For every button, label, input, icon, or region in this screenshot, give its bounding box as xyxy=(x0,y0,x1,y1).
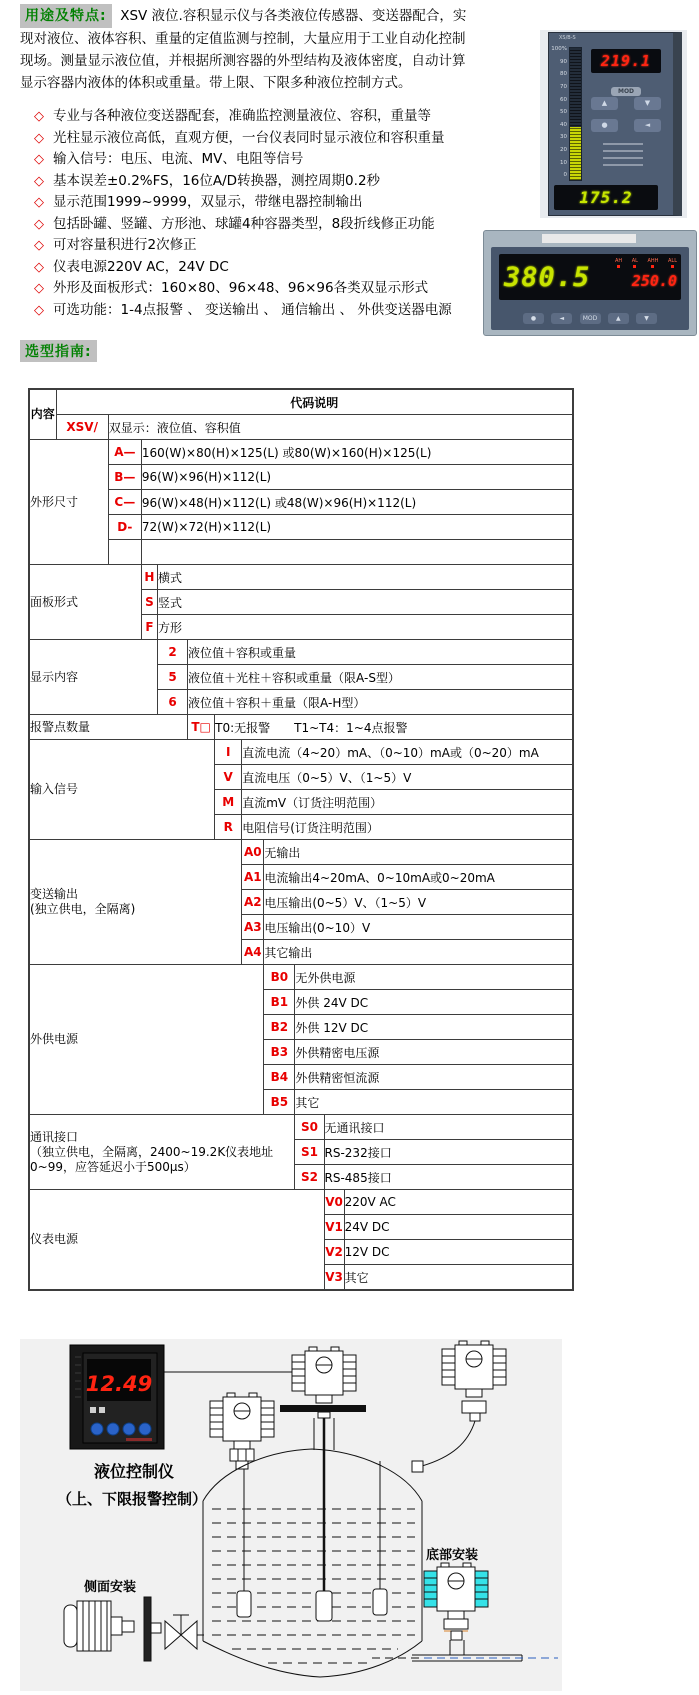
desc-cell: 液位值＋光柱＋容积或重量（限A-S型） xyxy=(188,665,573,690)
code-cell: D- xyxy=(108,515,141,540)
diamond-bullet-icon: ◇ xyxy=(34,109,44,124)
section-label-cell: 面板形式 xyxy=(29,565,141,640)
desc-cell: 无通讯接口 xyxy=(324,1115,573,1140)
alarm-indicators xyxy=(603,143,643,169)
section-label-cell: 外供电源 xyxy=(29,965,264,1115)
model-code-cell: XSV/ xyxy=(56,415,108,440)
code-cell: V xyxy=(215,765,242,790)
desc-cell: T0:无报警 T1~T4：1~4点报警 xyxy=(215,715,573,740)
code-cell: S0 xyxy=(295,1115,324,1140)
code-cell: A— xyxy=(108,440,141,465)
scale-tick-label: 40 xyxy=(560,121,567,128)
desc-cell: RS-232接口 xyxy=(324,1140,573,1165)
diamond-bullet-icon: ◇ xyxy=(34,281,44,296)
scale-tick-label: 100% xyxy=(551,46,567,52)
alarm-indicator-labels xyxy=(615,258,677,268)
code-cell: H xyxy=(141,565,157,590)
bottom-mount-transmitter xyxy=(412,1563,522,1661)
table-row xyxy=(29,540,573,565)
indicator-led xyxy=(671,265,674,268)
meter-button: MOD xyxy=(580,313,601,324)
indicator-led xyxy=(617,265,620,268)
desc-cell: 其它 xyxy=(344,1265,573,1291)
desc-cell: 无外供电源 xyxy=(295,965,573,990)
table-row xyxy=(29,1190,573,1215)
feature-text: 包括卧罐、竖罐、方形池、球罐4种容器类型，8段折线修正功能 xyxy=(53,215,435,232)
code-cell: S2 xyxy=(295,1165,324,1190)
scale-tick-label: 80 xyxy=(560,71,567,78)
desc-cell: 外供 24V DC xyxy=(295,990,573,1015)
diamond-bullet-icon: ◇ xyxy=(34,302,44,318)
section-label-cell: 仪表电源 xyxy=(29,1190,324,1291)
desc-cell: 24V DC xyxy=(344,1215,573,1240)
table-row xyxy=(29,389,573,415)
table-row xyxy=(29,740,573,765)
top-transmitter-rod xyxy=(280,1347,366,1591)
code-cell: 2 xyxy=(157,640,187,665)
desc-cell: 无输出 xyxy=(264,840,573,865)
code-cell: C— xyxy=(108,490,141,515)
code-cell: V2 xyxy=(324,1240,344,1265)
table-row xyxy=(29,515,573,540)
guide-heading: 选型指南: xyxy=(20,340,97,362)
code-cell: B1 xyxy=(264,990,295,1015)
code-cell: A4 xyxy=(242,940,264,965)
table-row xyxy=(29,490,573,515)
scale-tick-label: 90 xyxy=(560,58,567,65)
desc-cell: 直流mV（订货注明范围） xyxy=(242,790,573,815)
button-row-1 xyxy=(591,97,661,110)
code-cell: V3 xyxy=(324,1265,344,1291)
vertical-meter-body xyxy=(548,32,682,216)
table-row xyxy=(29,840,573,865)
scale-tick-label: 20 xyxy=(560,147,567,154)
section-label-cell: 输入信号 xyxy=(29,740,215,840)
controller-sublabel: （上、下限报警控制） xyxy=(56,1490,208,1508)
installation-diagram xyxy=(20,1339,562,1691)
feature-text: 专业与各种液位变送器配套，准确监控测量液位、容积，重量等 xyxy=(53,108,431,124)
indicator-led xyxy=(651,265,654,268)
section-label-cell: 报警点数量 xyxy=(29,715,188,740)
desc-cell: 12V DC xyxy=(344,1240,573,1265)
code-cell: M xyxy=(215,790,242,815)
meter-button: ▲ xyxy=(608,313,629,324)
alarm-indicator: ALL xyxy=(668,258,677,268)
mod-button: MOD xyxy=(611,87,641,96)
desc-cell: 96(W)×96(H)×112(L) xyxy=(141,465,573,490)
code-cell: B0 xyxy=(264,965,295,990)
feature-text: 基本误差±0.2%FS，16位A/D转换器，测控周期0.2秒 xyxy=(53,172,381,189)
code-cell: A2 xyxy=(242,890,264,915)
feature-text: 光柱显示液位高低，直观方便，一台仪表同时显示液位和容积重量 xyxy=(53,129,445,146)
code-cell: B2 xyxy=(264,1015,295,1040)
section-label-cell: 显示内容 xyxy=(29,640,157,715)
desc-cell: 方形 xyxy=(157,615,573,640)
remote-transmitter xyxy=(412,1341,506,1472)
desc-cell: 其它输出 xyxy=(264,940,573,965)
code-cell: B— xyxy=(108,465,141,490)
desc-cell: 72(W)×72(H)×112(L) xyxy=(141,515,573,540)
desc-cell: 电阻信号(订货注明范围） xyxy=(242,815,573,840)
controller-label: 液位控制仪 xyxy=(93,1462,175,1481)
diamond-bullet-icon: ◇ xyxy=(34,173,44,189)
meter-button: ▲ xyxy=(591,97,618,110)
level-controller-photo xyxy=(70,1345,164,1449)
code-cell: A3 xyxy=(242,915,264,940)
code-cell xyxy=(108,540,141,565)
lower-led-display: 175.2 xyxy=(554,185,658,210)
desc-cell: 外供精密电压源 xyxy=(295,1040,573,1065)
indicator-led xyxy=(633,265,636,268)
code-cell: V1 xyxy=(324,1215,344,1240)
section-label-cell: 通讯接口 （独立供电，全隔离，2400~19.2K仪表地址 0~99，应答延迟小于500µs） xyxy=(29,1115,295,1190)
horizontal-meter-buttons xyxy=(523,313,657,324)
bottom-mount-label: 底部安装 xyxy=(426,1548,479,1563)
intro-heading: 用途及特点: xyxy=(20,4,112,28)
alarm-indicator: AH xyxy=(615,258,622,268)
code-cell: 5 xyxy=(157,665,187,690)
table-row xyxy=(29,965,573,990)
liquid-level-dashes xyxy=(212,1509,415,1663)
code-cell: B3 xyxy=(264,1040,295,1065)
desc-cell: 160(W)×80(H)×125(L) 或80(W)×160(H)×125(L) xyxy=(141,440,573,465)
code-cell: A0 xyxy=(242,840,264,865)
desc-cell: 电压输出(0~5）V、（1~5）V xyxy=(264,890,573,915)
sub-led-display: 250.0 xyxy=(631,272,677,290)
desc-cell: 直流电压（0~5）V、（1~5）V xyxy=(242,765,573,790)
intro-section xyxy=(0,0,699,321)
scale-tick-label: 60 xyxy=(560,96,567,103)
guide-heading-row xyxy=(20,340,699,362)
code-cell: 6 xyxy=(157,690,187,715)
meter-button: ◄ xyxy=(551,313,572,324)
desc-cell: 其它 xyxy=(295,1090,573,1115)
desc-cell: 竖式 xyxy=(157,590,573,615)
desc-cell: 220V AC xyxy=(344,1190,573,1215)
submerged-probes xyxy=(237,1461,387,1621)
table-row xyxy=(29,640,573,665)
cable-connector xyxy=(412,1461,423,1472)
desc-cell: 电压输出(0~10）V xyxy=(264,915,573,940)
meter-button: ▼ xyxy=(636,313,657,324)
code-cell: T□ xyxy=(188,715,215,740)
section-label-cell: 变送输出 (独立供电，全隔离) xyxy=(29,840,242,965)
table-row xyxy=(29,415,573,440)
code-cell: F xyxy=(141,615,157,640)
alarm-indicator: AHH xyxy=(648,258,659,268)
selection-table xyxy=(28,388,574,1291)
upper-led-display: 219.1 xyxy=(591,49,661,73)
desc-cell: 外供精密恒流源 xyxy=(295,1065,573,1090)
code-cell: V0 xyxy=(324,1190,344,1215)
code-cell: I xyxy=(215,740,242,765)
header-content-cell: 内容 xyxy=(29,389,56,440)
meter-button: ◄ xyxy=(634,119,661,132)
header-code-desc-cell: 代码说明 xyxy=(56,389,573,415)
bargraph-column xyxy=(552,47,582,179)
diamond-bullet-icon: ◇ xyxy=(34,216,44,232)
code-cell: B5 xyxy=(264,1090,295,1115)
table-row xyxy=(29,565,573,590)
scale-tick-label: 10 xyxy=(560,159,567,166)
alarm-indicator: AL xyxy=(632,258,638,268)
mod-button-row xyxy=(591,78,661,97)
diamond-bullet-icon: ◇ xyxy=(34,195,44,210)
section-label-cell: 外形尺寸 xyxy=(29,440,108,565)
table-row xyxy=(29,465,573,490)
diamond-bullet-icon: ◇ xyxy=(34,238,44,253)
meter-top-label-strip xyxy=(542,234,636,243)
desc-cell: 96(W)×48(H)×112(L) 或48(W)×96(H)×112(L) xyxy=(141,490,573,515)
desc-cell xyxy=(141,540,573,565)
meter-button: ● xyxy=(591,119,618,132)
feature-text: 可选功能：1-4点报警 、 变送输出 、 通信输出 、 外供变送器电源 xyxy=(53,301,452,318)
code-cell: S1 xyxy=(295,1140,324,1165)
table-row xyxy=(29,715,573,740)
code-cell: A1 xyxy=(242,865,264,890)
side-mount-label: 侧面安装 xyxy=(84,1580,137,1595)
desc-cell: 液位值＋容积或重量 xyxy=(188,640,573,665)
horizontal-meter-panel xyxy=(491,247,689,330)
diamond-bullet-icon: ◇ xyxy=(34,259,44,275)
table-row xyxy=(29,440,573,465)
controller-display: 12.49 xyxy=(85,1372,153,1396)
vertical-meter-model-label: XS/B-S xyxy=(559,35,576,41)
meter-button: ▼ xyxy=(634,97,661,110)
bargraph-leds xyxy=(569,47,582,181)
code-cell: B4 xyxy=(264,1065,295,1090)
feature-text: 仪表电源220V AC，24V DC xyxy=(53,258,229,275)
feature-text: 可对容量积进行2次修正 xyxy=(53,237,197,253)
code-cell: R xyxy=(215,815,242,840)
meter-button: ● xyxy=(523,313,544,324)
desc-cell: 直流电流（4~20）mA、（0~10）mA或（0~20）mA xyxy=(242,740,573,765)
feature-text: 显示范围1999~9999，双显示，带继电器控制输出 xyxy=(53,194,363,210)
desc-cell: 电流输出4~20mA、0~10mA或0~20mA xyxy=(264,865,573,890)
desc-cell: 液位值＋容积＋重量（限A-H型） xyxy=(188,690,573,715)
scale-tick-label: 30 xyxy=(560,134,567,141)
scale-tick-label: 70 xyxy=(560,83,567,90)
desc-cell: 横式 xyxy=(157,565,573,590)
product-photos xyxy=(483,30,699,336)
model-desc-cell: 双显示：液位值、容积值 xyxy=(108,415,573,440)
button-row-2 xyxy=(591,119,661,132)
vertical-meter-photo xyxy=(540,30,687,218)
storage-tank xyxy=(203,1449,422,1677)
table-row xyxy=(29,1115,573,1140)
main-led-display: 380.5 xyxy=(504,262,591,293)
intro-body-text: XSV 液位.容积显示仪与各类液位传感器、变送器配合，实现对液位、液体容积、重量的定值监测与控制，大量应用于工业自动化控制现场。测量显示液位值，并根据所测容器的外型结构及液体密度，自动计算显示容器内液体的体积或重量。带上限、下限多种液位控制方式。 xyxy=(20,8,467,91)
diamond-bullet-icon: ◇ xyxy=(34,152,44,167)
scale-tick-label: 50 xyxy=(560,109,567,116)
feature-text: 外形及面板形式：160×80、96×48、96×96各类双显示形式 xyxy=(53,280,429,296)
horizontal-meter-photo xyxy=(483,230,697,336)
desc-cell: 外供 12V DC xyxy=(295,1015,573,1040)
diamond-bullet-icon: ◇ xyxy=(34,130,44,146)
scale-tick-label: 0 xyxy=(563,172,567,179)
feature-text: 输入信号：电压、电流、MV、电阻等信号 xyxy=(53,151,304,167)
code-cell: S xyxy=(141,590,157,615)
side-mount-transmitter xyxy=(64,1597,204,1661)
bargraph-scale xyxy=(552,47,567,179)
desc-cell: RS-485接口 xyxy=(324,1165,573,1190)
horizontal-meter-display xyxy=(499,254,681,300)
